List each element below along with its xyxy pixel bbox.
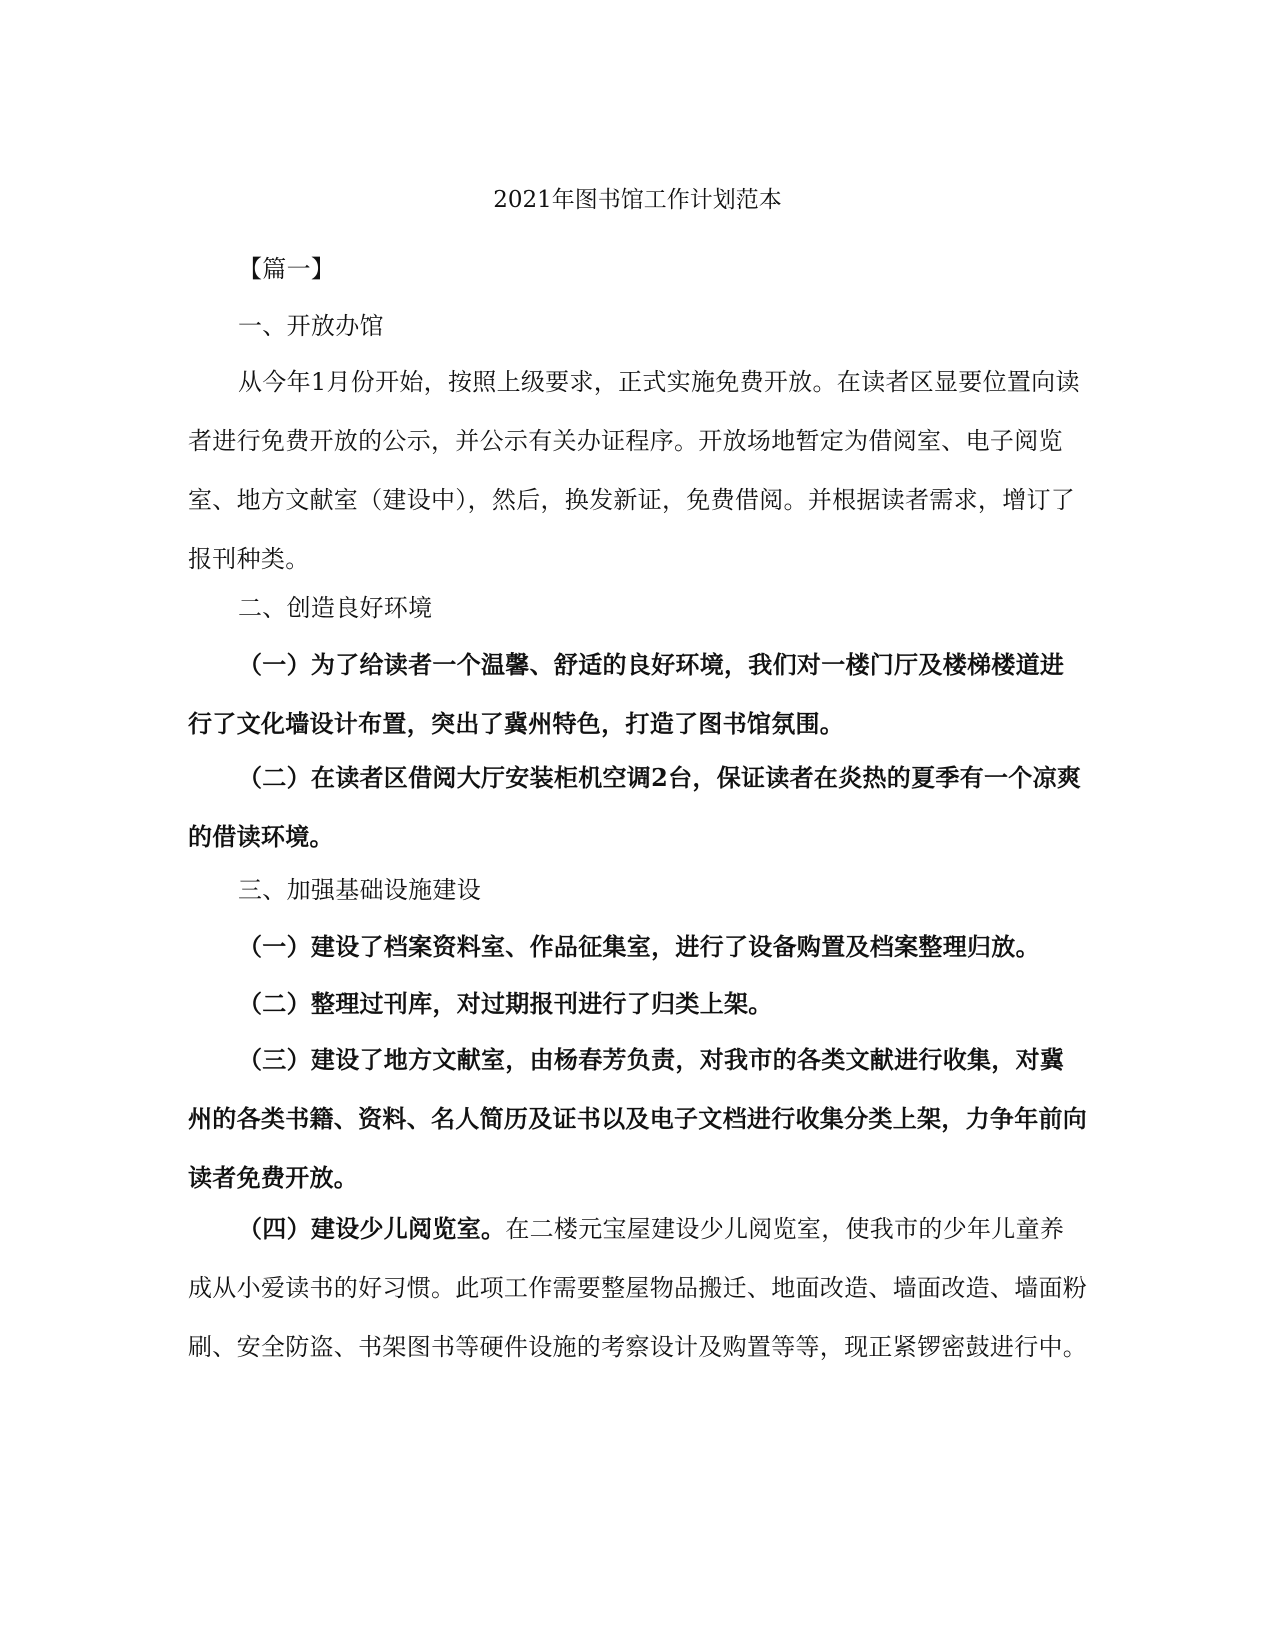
paragraph-free-opening: 从今年1月份开始，按照上级要求，正式实施免费开放。在读者区显要位置向读者进行免费开放的公示，并公示有关办证程序。开放场地暂定为借阅室、电子阅览室、地方文献室（建设中），然后，换发新证，免费借阅。并根据读者需求，增订了报刊种类。 — [188, 368, 1080, 573]
heading-good-environment: 二、创造良好环境 — [238, 594, 433, 622]
paragraph-local-literature-room: （三）建设了地方文献室，由杨春芳负责，对我市的各类文献进行收集，对冀州的各类书籍、资料、名人简历及证书以及电子文档进行收集分类上架，力争年前向读者免费开放。 — [188, 1045, 1088, 1192]
document-title: 2021年图书馆工作计划范本 — [493, 187, 782, 213]
children-room-detail: 在二楼元宝屋建设少儿阅览室，使我市的少年儿童养成从小爱读书的好习惯。此项工作需要整屋物品搬迁、地面改造、墙面改造、墙面粉刷、安全防盗、书架图书等硬件设施的考察设计及购置等等，现正紧锣密鼓进行中。 — [188, 1215, 1088, 1361]
paragraph-children-reading-room — [188, 1199, 1088, 1377]
heading-infrastructure: 三、加强基础设施建设 — [238, 876, 481, 904]
paragraph-periodical-store: （二）整理过刊库，对过期报刊进行了归类上架。 — [238, 989, 773, 1018]
children-room-lead: （四）建设少儿阅览室。 — [238, 1214, 506, 1243]
paragraph-archive-room: （一）建设了档案资料室、作品征集室，进行了设备购置及档案整理归放。 — [238, 932, 1040, 961]
section-marker: 【篇一】 — [238, 255, 336, 283]
heading-open-library: 一、开放办馆 — [238, 312, 384, 340]
paragraph-culture-wall: （一）为了给读者一个温馨、舒适的良好环境，我们对一楼门厅及楼梯楼道进行了文化墙设计布置，突出了冀州特色，打造了图书馆氛围。 — [188, 650, 1065, 738]
paragraph-air-conditioning: （二）在读者区借阅大厅安装柜机空调2台，保证读者在炎热的夏季有一个凉爽的借读环境。 — [188, 763, 1082, 851]
